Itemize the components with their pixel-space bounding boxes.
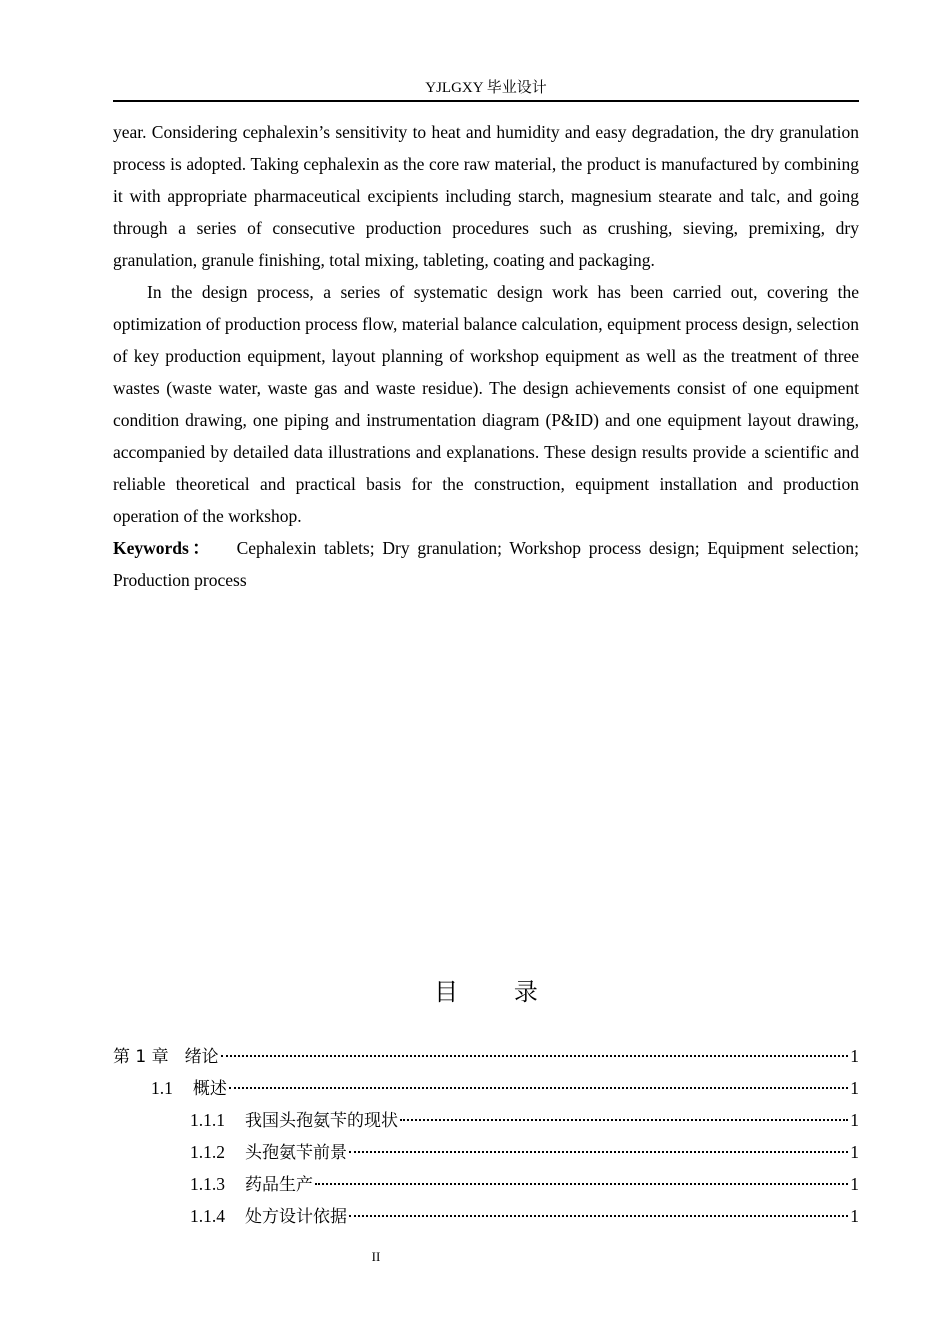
- toc-entry-page: 1: [850, 1046, 859, 1066]
- toc-entry-text: 绪论: [184, 1047, 219, 1067]
- keywords-line: [113, 532, 859, 596]
- toc-entry-page: 1: [850, 1174, 859, 1194]
- toc-leader-dots: [400, 1119, 848, 1121]
- toc-title: [113, 976, 859, 1008]
- toc-entry-text: 概述: [192, 1079, 227, 1099]
- toc-leader-dots: [315, 1183, 848, 1185]
- toc-entry-number: 1.1.4: [190, 1206, 225, 1226]
- toc-leader-dots: [349, 1215, 848, 1217]
- toc-entry-number: 1.1: [151, 1078, 173, 1098]
- toc-entry-1-1[interactable]: [113, 1072, 859, 1104]
- toc-entry-1-1-1[interactable]: [113, 1104, 859, 1136]
- toc-entry-text: 药品生产: [245, 1175, 313, 1195]
- toc-entry-number: 1.1.1: [190, 1110, 225, 1130]
- toc-title-char-1: 目: [434, 978, 459, 1006]
- page-number: II: [371, 1249, 381, 1264]
- toc-entry-1-1-3[interactable]: [113, 1168, 859, 1200]
- abstract-paragraph-1: year. Considering cephalexin’s sensitivity to heat and humidity and easy degradation, the dry granulation process is adopted. Taking cephalexin as the core raw material, the product is manufactured by combining it with appropriate pharmaceutical excipients including starch, magnesium stearate and talc, and going through a series of consecutive production procedures such as crushing, sieving, premixing, dry granulation, granule finishing, total mixing, tableting, coating and packaging.: [113, 122, 859, 270]
- toc-entry-number: 第 1 章: [113, 1047, 169, 1067]
- toc-entry-number: 1.1.2: [190, 1142, 225, 1162]
- toc-entry-number: 1.1.3: [190, 1174, 225, 1194]
- toc-entry-1-1-2[interactable]: [113, 1136, 859, 1168]
- keywords-label: Keywords：: [113, 538, 214, 558]
- toc-leader-dots: [221, 1055, 849, 1057]
- running-header: YJLGXY 毕业设计: [425, 80, 547, 96]
- toc-entry-page: 1: [850, 1206, 859, 1226]
- abstract-paragraph-2: In the design process, a series of systematic design work has been carried out, covering the optimization of production process flow, material balance calculation, equipment process design, selection of key production equipment, layout planning of workshop equipment as well as the treatment of three wastes (waste water, waste gas and waste residue). The design achievements consist of one equipment condition drawing, one piping and instrumentation diagram (P&ID) and one equipment layout drawing, accompanied by detailed data illustrations and explanations. These design results provide a scientific and reliable theoretical and practical basis for the construction, equipment installation and production operation of the workshop.: [113, 282, 859, 526]
- keywords-text: Cephalexin tablets; Dry granulation; Workshop process design; Equipment selection; Production process: [113, 538, 860, 590]
- toc-entry-text: 我国头孢氨苄的现状: [245, 1111, 398, 1131]
- toc-entry-1-1-4[interactable]: [113, 1200, 859, 1232]
- toc-entry-page: 1: [850, 1142, 859, 1162]
- table-of-contents: [113, 1040, 859, 1232]
- toc-title-char-2: 录: [513, 978, 538, 1006]
- header-rule: [113, 100, 859, 102]
- abstract-section: [113, 116, 859, 596]
- toc-entry-page: 1: [850, 1078, 859, 1098]
- toc-entry-page: 1: [850, 1110, 859, 1130]
- toc-entry-chapter-1[interactable]: [113, 1040, 859, 1072]
- toc-entry-text: 头孢氨苄前景: [245, 1143, 347, 1163]
- toc-leader-dots: [229, 1087, 848, 1089]
- toc-leader-dots: [349, 1151, 848, 1153]
- toc-entry-text: 处方设计依据: [245, 1207, 347, 1227]
